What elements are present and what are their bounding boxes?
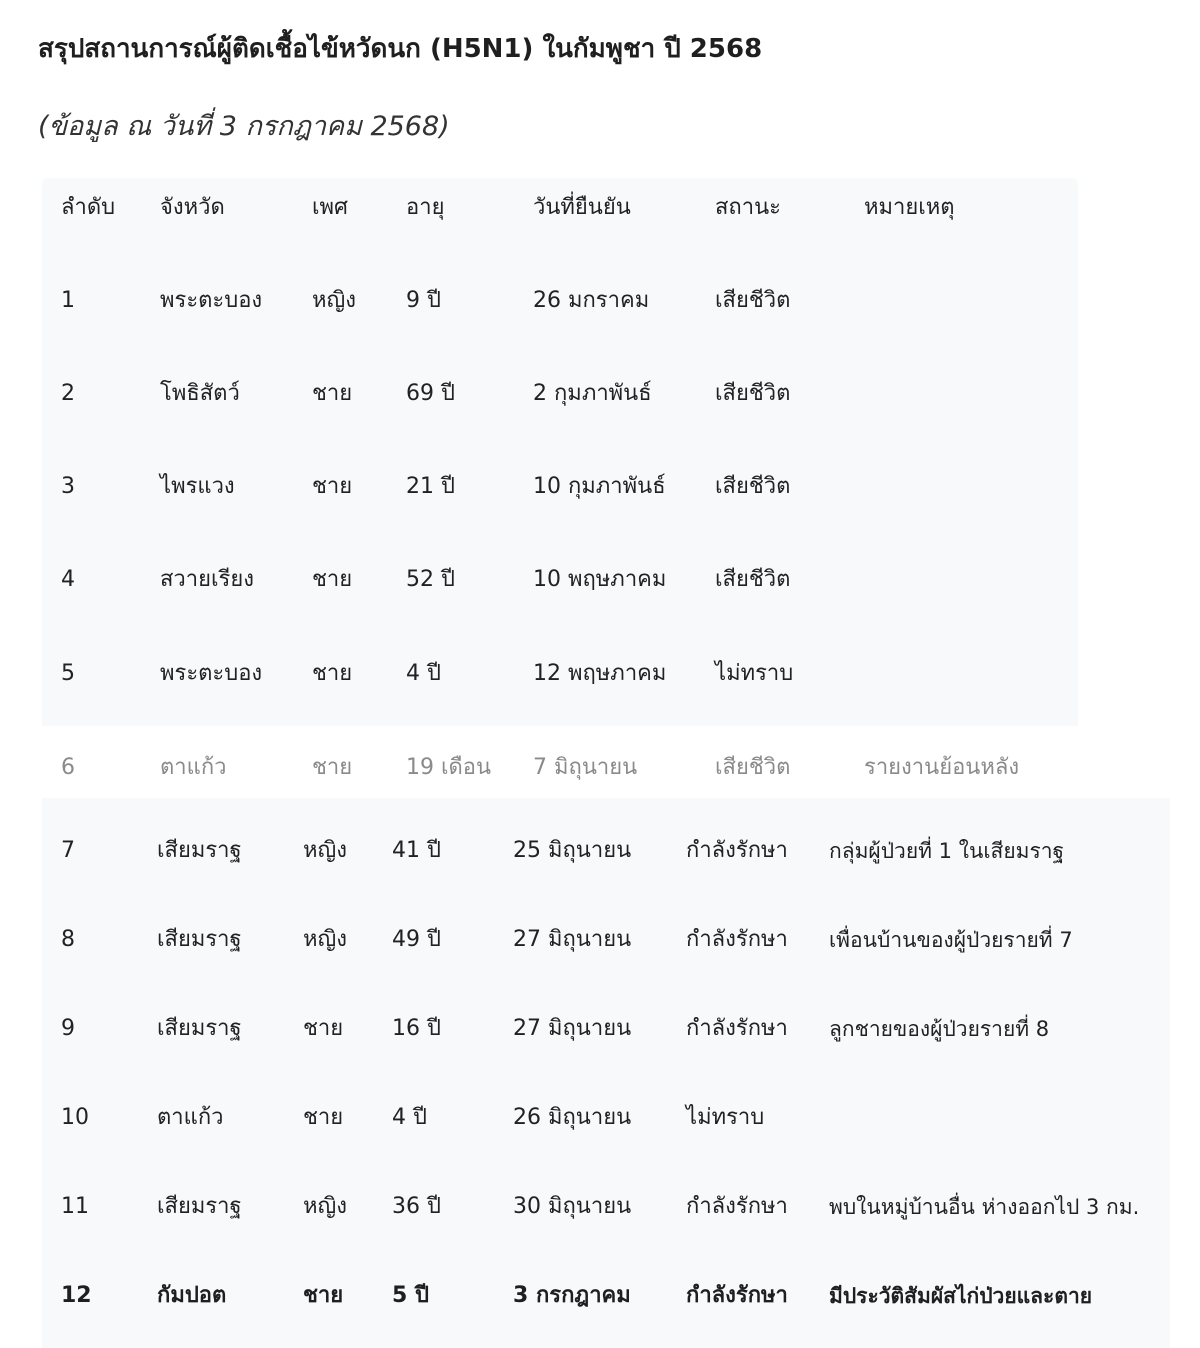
cell-sex: ชาย (303, 1016, 344, 1041)
cell-province: เสียมราฐ (157, 838, 242, 863)
cell-date: 26 มกราคม (533, 288, 650, 313)
page-title: สรุปสถานการณ์ผู้ติดเชื้อไข้หวัดนก (H5N1) ในกัมพูชา ปี 2568 (38, 34, 763, 64)
cell-date: 26 มิถุนายน (513, 1105, 632, 1130)
cell-province: เสียมราฐ (157, 1194, 242, 1219)
cell-status: เสียชีวิต (715, 567, 791, 592)
table-row (0, 748, 1200, 788)
cell-status: ไม่ทราบ (686, 1105, 765, 1130)
header-sex: เพศ (312, 195, 348, 220)
cell-note: ลูกชายของผู้ป่วยรายที่ 8 (829, 1017, 1050, 1041)
cell-date: 30 มิถุนายน (513, 1194, 632, 1219)
header-age: อายุ (406, 195, 445, 220)
cell-date: 7 มิถุนายน (533, 755, 638, 780)
table-panel-lower (42, 798, 1170, 1348)
cell-note: รายงานย้อนหลัง (864, 755, 1020, 780)
cell-no: 12 (61, 1283, 92, 1308)
cell-no: 8 (61, 927, 75, 952)
cell-no: 10 (61, 1105, 89, 1130)
cell-age: 4 ปี (406, 661, 441, 686)
table-row (0, 1187, 1200, 1227)
cell-age: 9 ปี (406, 288, 441, 313)
cell-status: กำลังรักษา (686, 1194, 788, 1219)
cell-sex: หญิง (303, 1194, 347, 1219)
cell-province: กัมปอต (157, 1283, 227, 1308)
cell-no: 2 (61, 381, 75, 406)
cell-no: 7 (61, 838, 75, 863)
cell-date: 25 มิถุนายน (513, 838, 632, 863)
table-row (0, 467, 1200, 507)
cell-sex: ชาย (312, 755, 353, 780)
cell-age: 16 ปี (392, 1016, 441, 1041)
cell-note: เพื่อนบ้านของผู้ป่วยรายที่ 7 (829, 928, 1073, 952)
cell-status: กำลังรักษา (686, 838, 788, 863)
cell-date: 2 กุมภาพันธ์ (533, 381, 652, 406)
cell-province: เสียมราฐ (157, 1016, 242, 1041)
cell-sex: ชาย (312, 661, 353, 686)
cell-date: 10 กุมภาพันธ์ (533, 474, 666, 499)
header-date: วันที่ยืนยัน (533, 195, 631, 220)
cell-province: ไพรแวง (160, 474, 235, 499)
cell-no: 11 (61, 1194, 89, 1219)
cell-province: ตาแก้ว (157, 1105, 224, 1130)
cell-sex: ชาย (312, 567, 353, 592)
cell-age: 4 ปี (392, 1105, 427, 1130)
cell-age: 36 ปี (392, 1194, 441, 1219)
header-status: สถานะ (715, 195, 781, 220)
table-row (0, 374, 1200, 414)
cell-sex: หญิง (303, 838, 347, 863)
cell-note: กลุ่มผู้ป่วยที่ 1 ในเสียมราฐ (829, 839, 1065, 863)
cell-age: 52 ปี (406, 567, 455, 592)
table-row (0, 920, 1200, 960)
table-row (0, 1009, 1200, 1049)
cell-no: 6 (61, 755, 75, 780)
cell-age: 41 ปี (392, 838, 441, 863)
cell-status: เสียชีวิต (715, 381, 791, 406)
cell-date: 12 พฤษภาคม (533, 661, 667, 686)
cell-no: 4 (61, 567, 75, 592)
cell-age: 5 ปี (392, 1283, 429, 1308)
table-row (0, 831, 1200, 871)
cell-status: เสียชีวิต (715, 288, 791, 313)
table-row (0, 560, 1200, 600)
cell-no: 3 (61, 474, 75, 499)
data-date-note: (ข้อมูล ณ วันที่ 3 กรกฎาคม 2568) (38, 111, 450, 142)
cell-province: พระตะบอง (160, 288, 263, 313)
cell-no: 5 (61, 661, 75, 686)
cell-province: โพธิสัตว์ (160, 381, 240, 406)
cell-date: 27 มิถุนายน (513, 927, 632, 952)
header-province: จังหวัด (160, 195, 225, 220)
cell-date: 10 พฤษภาคม (533, 567, 667, 592)
cell-note: พบในหมู่บ้านอื่น ห่างออกไป 3 กม. (829, 1195, 1140, 1219)
cell-province: พระตะบอง (160, 661, 263, 686)
table-row (0, 1098, 1200, 1138)
cell-age: 69 ปี (406, 381, 455, 406)
cell-province: เสียมราฐ (157, 927, 242, 952)
table-row (0, 654, 1200, 694)
cell-note: มีประวัติสัมผัสไก่ป่วยและตาย (829, 1284, 1093, 1308)
table-row (0, 281, 1200, 321)
cell-sex: หญิง (312, 288, 356, 313)
cell-date: 27 มิถุนายน (513, 1016, 632, 1041)
cell-status: ไม่ทราบ (715, 661, 794, 686)
table-header-row (0, 188, 1200, 228)
header-no: ลำดับ (61, 195, 116, 220)
header-note: หมายเหตุ (864, 195, 955, 220)
cell-status: กำลังรักษา (686, 1283, 788, 1308)
table-row (0, 1276, 1200, 1316)
cell-province: สวายเรียง (160, 567, 254, 592)
cell-date: 3 กรกฎาคม (513, 1283, 631, 1308)
cell-age: 21 ปี (406, 474, 455, 499)
cell-sex: ชาย (303, 1105, 344, 1130)
cell-sex: หญิง (303, 927, 347, 952)
cell-age: 49 ปี (392, 927, 441, 952)
cell-province: ตาแก้ว (160, 755, 227, 780)
cell-sex: ชาย (303, 1283, 344, 1308)
cell-status: เสียชีวิต (715, 474, 791, 499)
cell-status: กำลังรักษา (686, 927, 788, 952)
cell-no: 9 (61, 1016, 75, 1041)
cell-no: 1 (61, 288, 75, 313)
cell-age: 19 เดือน (406, 755, 492, 780)
cell-status: เสียชีวิต (715, 755, 791, 780)
cell-sex: ชาย (312, 474, 353, 499)
cell-sex: ชาย (312, 381, 353, 406)
table-panel-upper (42, 178, 1078, 726)
cell-status: กำลังรักษา (686, 1016, 788, 1041)
